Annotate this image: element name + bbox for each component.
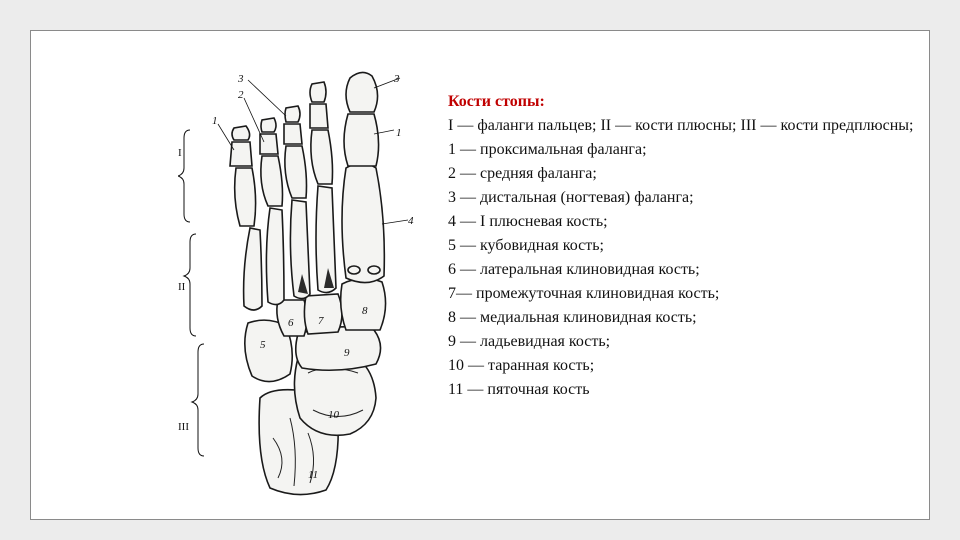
foot-bones-illustration <box>178 38 414 500</box>
caption-block <box>448 90 918 402</box>
middle-phalanx-3 <box>284 124 302 144</box>
caption-line-8: 8 — медиальная клиновидная кость; <box>448 309 697 326</box>
label-10: 10 <box>328 409 339 421</box>
label-1-left: 1 <box>212 115 218 127</box>
distal-phalanx-5 <box>232 126 250 140</box>
roman-label-2: II <box>178 281 186 293</box>
sesamoid-bone <box>348 266 360 274</box>
label-4: 4 <box>408 215 414 227</box>
intermediate-cuneiform-bone <box>304 294 342 334</box>
label-7: 7 <box>318 315 324 327</box>
label-1-right: 1 <box>396 127 402 139</box>
proximal-phalanx-1 <box>344 114 379 166</box>
distal-phalanx-2 <box>310 82 326 102</box>
label-2-left: 2 <box>238 89 244 101</box>
caption-line-3: 3 — дистальная (ногтевая) фаланга; <box>448 189 694 206</box>
label-11: 11 <box>308 469 319 481</box>
distal-phalanx-3 <box>285 106 300 122</box>
caption-line-11: 11 — пяточная кость <box>448 381 590 398</box>
label-8: 8 <box>362 305 368 317</box>
label-3-left: 3 <box>238 73 244 85</box>
slide <box>30 30 930 520</box>
roman-label-3: III <box>178 421 189 433</box>
sesamoid-bone <box>368 266 380 274</box>
distal-phalanx-1 <box>346 72 378 112</box>
middle-phalanx-4 <box>260 134 278 154</box>
roman-label-1: I <box>178 147 182 159</box>
caption-line-4: 4 — I плюсневая кость; <box>448 213 608 230</box>
caption-line-1: 1 — проксимальная фаланга; <box>448 141 647 158</box>
caption-line-2: 2 — средняя фаланга; <box>448 165 597 182</box>
caption-line-9: 9 — ладьевидная кость; <box>448 333 611 350</box>
label-9: 9 <box>344 347 350 359</box>
metatarsal-5 <box>244 228 262 310</box>
metatarsal-4 <box>266 208 284 305</box>
middle-phalanx-2 <box>310 104 328 128</box>
caption-line-5: 5 — кубовидная кость; <box>448 237 604 254</box>
proximal-phalanx-5 <box>235 168 256 226</box>
label-6: 6 <box>288 317 294 329</box>
brace-phalanges <box>178 130 190 222</box>
proximal-phalanx-2 <box>311 130 333 184</box>
caption-line-legend: I — фаланги пальцев; II — кости плюсны; III — кости предплюсны; <box>448 117 914 134</box>
caption-title: Кости стопы: <box>448 93 545 110</box>
metatarsal-1 <box>342 163 384 283</box>
metatarsal-2 <box>316 186 336 293</box>
foot-skeleton-drawing <box>178 38 414 500</box>
caption-line-10: 10 — таранная кость; <box>448 357 595 374</box>
caption-line-6: 6 — латеральная клиновидная кость; <box>448 261 700 278</box>
caption-line-7: 7— промежуточная клиновидная кость; <box>448 285 720 302</box>
brace-tarsals <box>192 344 204 456</box>
label-5: 5 <box>260 339 266 351</box>
proximal-phalanx-4 <box>261 156 283 206</box>
middle-phalanx-5 <box>230 142 252 166</box>
label-3-right: 3 <box>394 73 400 85</box>
brace-metatarsals <box>184 234 196 336</box>
proximal-phalanx-3 <box>285 146 307 198</box>
distal-phalanx-4 <box>261 118 276 132</box>
